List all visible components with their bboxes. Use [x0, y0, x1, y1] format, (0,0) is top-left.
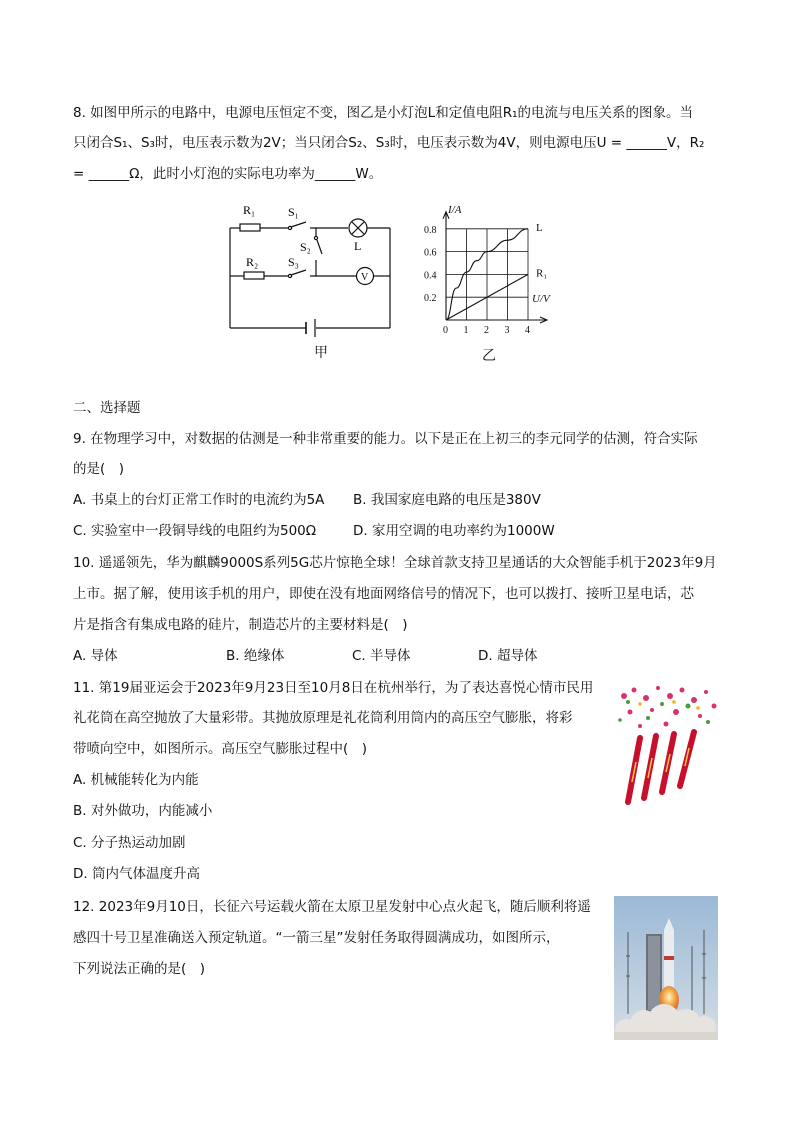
y-tick-label: 0.2 — [424, 293, 437, 305]
q9-line1: 9. 在物理学习中，对数据的估测是一种非常重要的能力。以下是正在上初三的李元同学的估测，符合实际 — [73, 431, 698, 447]
q10-option-d[interactable]: D. 超导体 — [478, 648, 538, 664]
rocket-launch-image — [614, 896, 718, 1040]
s2-label: S₂ — [300, 240, 311, 254]
q11-option-c[interactable]: C. 分子热运动加剧 — [73, 835, 186, 851]
q10-option-a[interactable]: A. 导体 — [73, 648, 118, 664]
q9-option-d[interactable]: D. 家用空调的电功率约为1000W — [353, 523, 555, 539]
s3-label: S₃ — [288, 255, 299, 269]
series-label-r1: R₁ — [536, 267, 548, 280]
voltmeter-label: V — [361, 272, 369, 283]
q10-option-b[interactable]: B. 绝缘体 — [226, 648, 285, 664]
q8-line1: 8. 如图甲所示的电路中，电源电压恒定不变，图乙是小灯泡L和定值电阻R₁的电流与电压关系的图象。当 — [73, 105, 693, 121]
l-label: L — [354, 239, 362, 253]
series-label-lamp: L — [536, 221, 543, 234]
q11-line1: 11. 第19届亚运会于2023年9月23日至10月8日在杭州举行，为了表达喜悦心情市民用 — [73, 680, 594, 696]
y-tick-label: 0.4 — [424, 270, 437, 282]
s1-label: S₁ — [288, 205, 299, 219]
confetti-cannon-image — [610, 682, 722, 806]
q12-line3: 下列说法正确的是( ) — [73, 961, 206, 977]
q9-line2: 的是( ) — [73, 461, 125, 477]
q10-line1: 10. 遥遥领先，华为麒麟9000S系列5G芯片惊艳全球！全球首款支持卫星通话的大众智能手机于2023年9月 — [73, 555, 717, 571]
q12-line2: 感四十号卫星准确送入预定轨道。“一箭三星”发射任务取得圆满成功，如图所示， — [73, 930, 560, 946]
x-tick-label: 3 — [504, 325, 510, 336]
q11-line2: 礼花筒在高空抛放了大量彩带。其抛放原理是礼花筒利用筒内的高压空气膨胀，将彩 — [73, 710, 573, 726]
q8-line3: = ______Ω，此时小灯泡的实际电功率为______W。 — [73, 166, 383, 182]
y-tick-label: 0.6 — [424, 247, 437, 259]
q11-line3: 带喷向空中，如图所示。高压空气膨胀过程中( ) — [73, 741, 368, 757]
x-tick-label: 4 — [525, 325, 530, 336]
y-axis-label: I/A — [448, 203, 462, 216]
x-tick-label: 0 — [443, 325, 448, 336]
x-tick-label: 1 — [463, 325, 469, 336]
q10-line2: 上市。据了解，使用该手机的用户，即使在没有地面网络信号的情况下，也可以拨打、接听卫星电话，芯 — [73, 586, 694, 602]
q11-option-a[interactable]: A. 机械能转化为内能 — [73, 772, 199, 788]
circuit-caption: 甲 — [314, 345, 328, 361]
r1-label: R₁ — [243, 203, 256, 217]
q10-option-c[interactable]: C. 半导体 — [352, 648, 411, 664]
x-tick-label: 2 — [484, 325, 489, 336]
q12-line1: 12. 2023年9月10日，长征六号运载火箭在太原卫星发射中心点火起飞，随后顺利将遥 — [73, 899, 591, 915]
graph-caption: 乙 — [482, 348, 496, 364]
q10-line3: 片是指含有集成电路的硅片，制造芯片的主要材料是( ) — [73, 617, 408, 633]
iu-graph — [420, 200, 570, 340]
circuit-diagram — [220, 198, 410, 338]
q11-option-b[interactable]: B. 对外做功，内能减小 — [73, 803, 213, 819]
section-title: 二、选择题 — [73, 400, 141, 416]
q9-option-c[interactable]: C. 实验室中一段铜导线的电阻约为500Ω — [73, 523, 317, 539]
y-tick-label: 0.8 — [424, 224, 437, 236]
q8-line2: 只闭合S₁、S₃时，电压表示数为2V；当只闭合S₂、S₃时，电压表示数为4V，则电源电压U = ______V，R₂ — [73, 135, 705, 151]
q11-option-d[interactable]: D. 筒内气体温度升高 — [73, 866, 200, 882]
q9-option-a[interactable]: A. 书桌上的台灯正常工作时的电流约为5A — [73, 492, 325, 508]
q9-option-b[interactable]: B. 我国家庭电路的电压是380V — [353, 492, 541, 508]
r2-label: R₂ — [246, 255, 259, 269]
x-axis-label: U/V — [532, 293, 550, 305]
